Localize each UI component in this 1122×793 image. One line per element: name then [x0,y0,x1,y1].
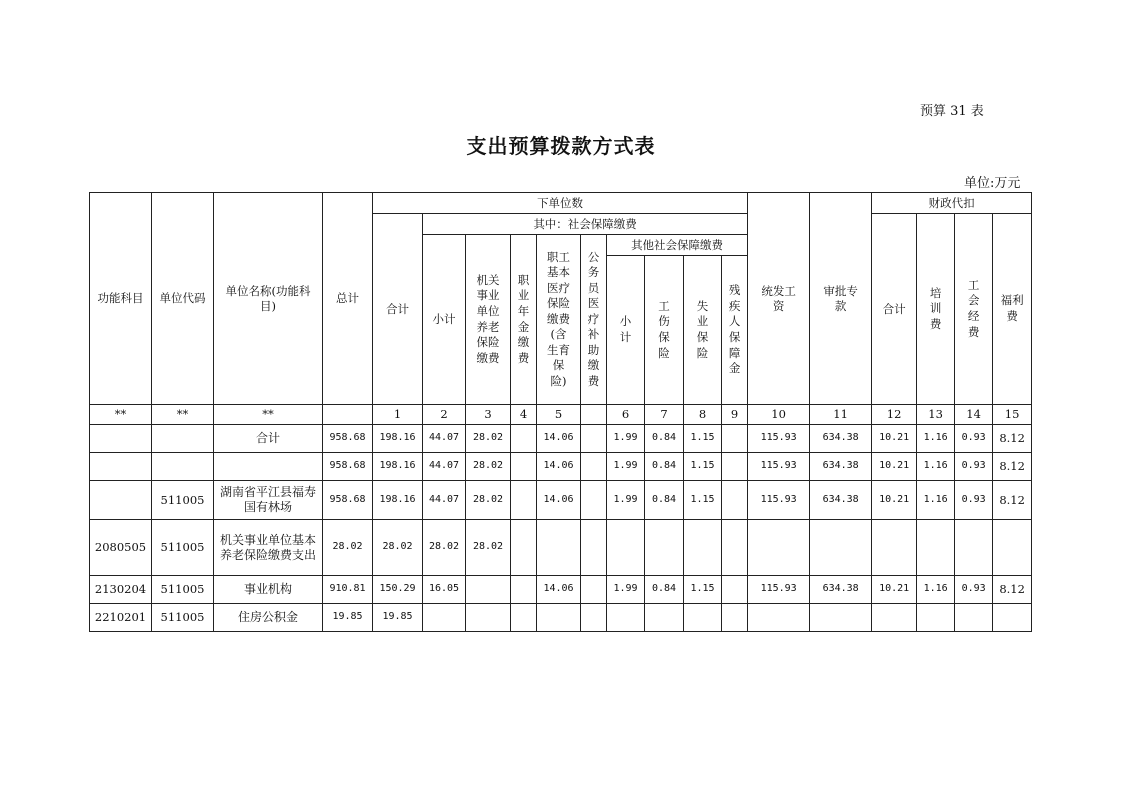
col-header-total: 总计 [323,193,373,405]
cell-welfare: 8.12 [993,481,1032,520]
col-header-training: 培训费 [917,214,955,405]
col-header-union: 工会经费 [955,214,993,405]
cell-civil-medical [581,576,607,604]
table-row [90,425,1032,453]
table-header [90,193,1032,405]
cell-total: 910.81 [323,576,373,604]
table-row [90,520,1032,576]
cell-unit-name: 住房公积金 [214,604,323,632]
index-cell [323,405,373,425]
index-cell: 10 [748,405,810,425]
cell-pension [466,576,511,604]
cell-disability [722,481,748,520]
cell-func-code [90,453,152,481]
cell-ss-subtotal: 44.07 [423,453,466,481]
cell-civil-medical [581,453,607,481]
col-header-other-ss: 其他社会保障缴费 [607,235,748,256]
cell-ss-subtotal: 28.02 [423,520,466,576]
cell-medical: 14.06 [537,425,581,453]
cell-training: 1.16 [917,576,955,604]
cell-unemployment: 1.15 [684,425,722,453]
cell-func-code [90,425,152,453]
cell-ss-subtotal: 44.07 [423,481,466,520]
cell-fd-total: 10.21 [872,425,917,453]
cell-union [955,520,993,576]
cell-training [917,520,955,576]
cell-medical: 14.06 [537,576,581,604]
page-title: 支出预算拨款方式表 [466,134,656,158]
cell-injury: 0.84 [645,576,684,604]
cell-disability [722,576,748,604]
cell-annuity [511,520,537,576]
col-header-pension: 机关事业单位养老保险缴费 [466,235,511,405]
index-row [90,405,1032,425]
cell-ss-subtotal: 16.05 [423,576,466,604]
cell-union: 0.93 [955,576,993,604]
col-header-unemployment: 失业保险 [684,256,722,405]
cell-medical [537,604,581,632]
col-header-welfare: 福利费 [993,214,1032,405]
cell-func-code: 2080505 [90,520,152,576]
cell-union: 0.93 [955,481,993,520]
cell-medical: 14.06 [537,453,581,481]
table-body [90,425,1032,632]
cell-unified-salary: 115.93 [748,576,810,604]
cell-fd-total [872,520,917,576]
cell-fd-total [872,604,917,632]
index-cell: 11 [810,405,872,425]
cell-disability [722,453,748,481]
table-row [90,453,1032,481]
index-row-group [90,405,1032,425]
cell-welfare [993,604,1032,632]
cell-civil-medical [581,481,607,520]
cell-pension [466,604,511,632]
col-header-unified-salary: 统发工资 [748,193,810,405]
cell-total: 958.68 [323,453,373,481]
cell-special-approval [810,604,872,632]
cell-unit-code: 511005 [152,604,214,632]
table-row [90,576,1032,604]
index-cell: 7 [645,405,684,425]
index-cell: 8 [684,405,722,425]
cell-injury [645,604,684,632]
cell-unit-code: 511005 [152,520,214,576]
cell-total: 28.02 [323,520,373,576]
cell-disability [722,425,748,453]
index-cell: 4 [511,405,537,425]
cell-welfare: 8.12 [993,576,1032,604]
col-header-unit-code: 单位代码 [152,193,214,405]
unit-label: 单位:万元 [964,176,1021,191]
cell-civil-medical [581,520,607,576]
cell-func-code: 2130204 [90,576,152,604]
cell-injury [645,520,684,576]
index-cell: 1 [373,405,423,425]
cell-other-subtotal: 1.99 [607,453,645,481]
cell-other-subtotal [607,604,645,632]
cell-injury: 0.84 [645,425,684,453]
cell-union [955,604,993,632]
index-cell: 5 [537,405,581,425]
cell-unit-name: 机关事业单位基本养老保险缴费支出 [214,520,323,576]
index-cell: 12 [872,405,917,425]
cell-injury: 0.84 [645,481,684,520]
cell-annuity [511,425,537,453]
cell-other-subtotal: 1.99 [607,481,645,520]
col-header-lower-total: 合计 [373,214,423,405]
cell-lower-total: 150.29 [373,576,423,604]
index-cell: ** [152,405,214,425]
cell-unified-salary: 115.93 [748,481,810,520]
cell-injury: 0.84 [645,453,684,481]
cell-pension: 28.02 [466,520,511,576]
cell-disability [722,520,748,576]
cell-unemployment: 1.15 [684,453,722,481]
cell-unemployment [684,604,722,632]
col-header-injury: 工伤保险 [645,256,684,405]
cell-lower-total: 19.85 [373,604,423,632]
cell-unemployment: 1.15 [684,481,722,520]
cell-unit-code: 511005 [152,576,214,604]
index-cell: 15 [993,405,1032,425]
cell-training: 1.16 [917,481,955,520]
cell-func-code: 2210201 [90,604,152,632]
cell-training [917,604,955,632]
cell-annuity [511,576,537,604]
index-cell: 14 [955,405,993,425]
cell-total: 958.68 [323,425,373,453]
cell-training: 1.16 [917,425,955,453]
index-cell: 2 [423,405,466,425]
cell-unit-name: 合计 [214,425,323,453]
cell-annuity [511,453,537,481]
index-cell: ** [214,405,323,425]
index-cell: ** [90,405,152,425]
cell-disability [722,604,748,632]
cell-lower-total: 198.16 [373,425,423,453]
cell-ss-subtotal [423,604,466,632]
cell-training: 1.16 [917,453,955,481]
cell-special-approval: 634.38 [810,453,872,481]
cell-special-approval [810,520,872,576]
cell-fd-total: 10.21 [872,576,917,604]
cell-lower-total: 198.16 [373,481,423,520]
cell-civil-medical [581,425,607,453]
col-header-annuity: 职业年金缴费 [511,235,537,405]
cell-fd-total: 10.21 [872,453,917,481]
col-header-other-subtotal: 小计 [607,256,645,405]
col-header-disability: 残疾人保障金 [722,256,748,405]
budget-table [89,192,1032,632]
cell-unified-salary: 115.93 [748,425,810,453]
col-header-ss-subtotal: 小计 [423,235,466,405]
col-header-unit-name: 单位名称(功能科目) [214,193,323,405]
cell-special-approval: 634.38 [810,481,872,520]
col-header-lower-units: 下单位数 [373,193,748,214]
cell-welfare: 8.12 [993,425,1032,453]
cell-unemployment [684,520,722,576]
cell-other-subtotal: 1.99 [607,576,645,604]
cell-total: 958.68 [323,481,373,520]
cell-unit-code [152,425,214,453]
table-row [90,481,1032,520]
cell-other-subtotal [607,520,645,576]
form-number: 预算 31 表 [920,104,984,119]
cell-special-approval: 634.38 [810,425,872,453]
cell-unified-salary [748,520,810,576]
col-header-medical: 职工基本医疗保险缴费(含生育保险) [537,235,581,405]
index-cell: 3 [466,405,511,425]
cell-union: 0.93 [955,425,993,453]
cell-lower-total: 28.02 [373,520,423,576]
cell-special-approval: 634.38 [810,576,872,604]
col-header-finance-deduct: 财政代扣 [872,193,1032,214]
cell-medical: 14.06 [537,481,581,520]
cell-unit-name [214,453,323,481]
col-header-fd-total: 合计 [872,214,917,405]
cell-unit-code: 511005 [152,481,214,520]
cell-medical [537,520,581,576]
cell-pension: 28.02 [466,425,511,453]
cell-annuity [511,481,537,520]
cell-ss-subtotal: 44.07 [423,425,466,453]
cell-pension: 28.02 [466,481,511,520]
col-header-social-security: 其中：社会保障缴费 [423,214,748,235]
col-header-civil-medical: 公务员医疗补助缴费 [581,235,607,405]
col-header-special-approval: 审批专款 [810,193,872,405]
cell-union: 0.93 [955,453,993,481]
cell-unit-name: 事业机构 [214,576,323,604]
cell-unit-name: 湖南省平江县福寿国有林场 [214,481,323,520]
cell-unemployment: 1.15 [684,576,722,604]
index-cell: 9 [722,405,748,425]
cell-pension: 28.02 [466,453,511,481]
cell-unit-code [152,453,214,481]
cell-annuity [511,604,537,632]
cell-civil-medical [581,604,607,632]
cell-other-subtotal: 1.99 [607,425,645,453]
index-cell [581,405,607,425]
cell-lower-total: 198.16 [373,453,423,481]
table-row [90,604,1032,632]
col-header-func-subject: 功能科目 [90,193,152,405]
index-cell: 6 [607,405,645,425]
index-cell: 13 [917,405,955,425]
cell-unified-salary [748,604,810,632]
cell-func-code [90,481,152,520]
cell-total: 19.85 [323,604,373,632]
cell-welfare: 8.12 [993,453,1032,481]
cell-welfare [993,520,1032,576]
cell-fd-total: 10.21 [872,481,917,520]
cell-unified-salary: 115.93 [748,453,810,481]
